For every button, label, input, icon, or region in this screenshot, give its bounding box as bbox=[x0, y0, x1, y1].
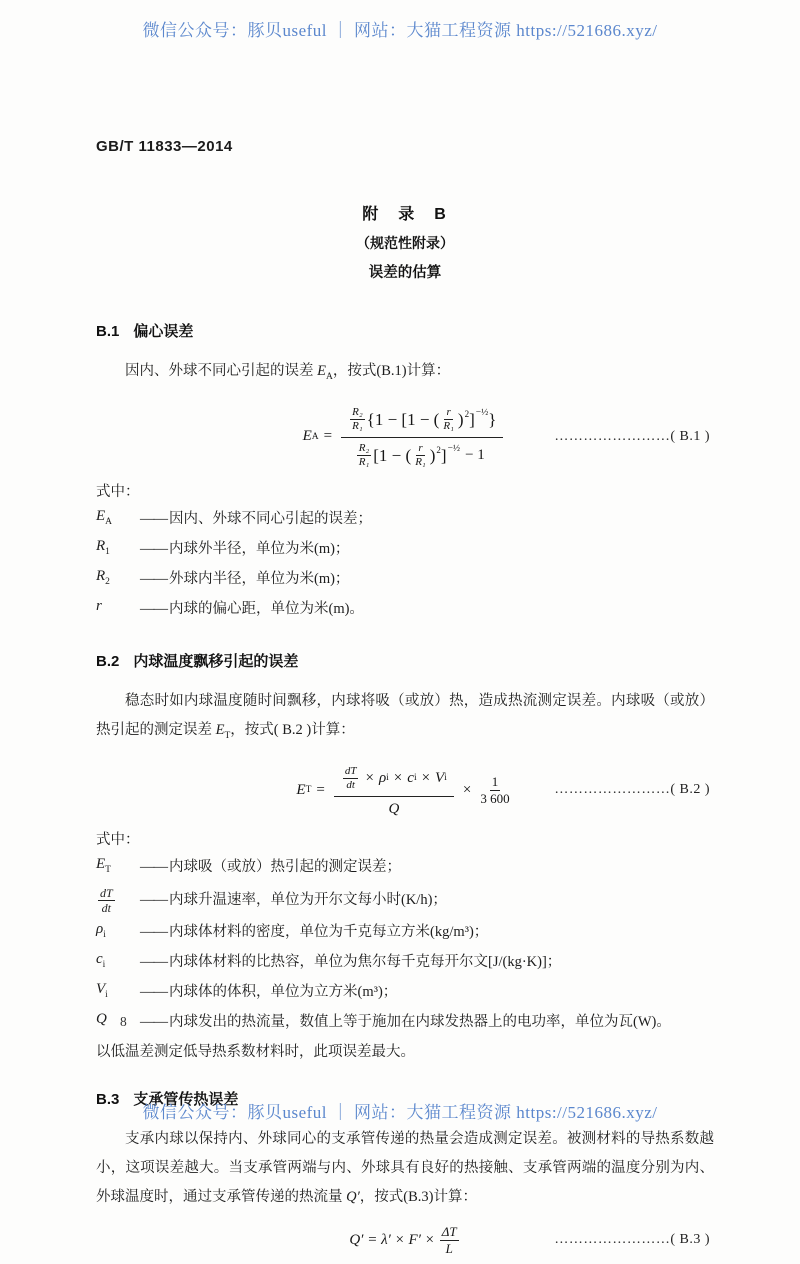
watermark-bottom: 微信公众号：豚贝useful ｜ 网站：大猫工程资源 https://521686.xyz/ bbox=[142, 1103, 658, 1122]
appendix-topic: 误差的估算 bbox=[368, 265, 442, 281]
section-b3-title: 支承管传热误差 bbox=[133, 1090, 239, 1108]
section-b2-title: 内球温度飘移引起的误差 bbox=[133, 652, 299, 670]
section-b3-number: B.3 bbox=[96, 1090, 120, 1108]
symbol-et-sub: T bbox=[224, 730, 231, 741]
b1-main-fraction: R₂ R₁ {1 − [1 − ( r R₁ ) 2 ] −½ } R₂ R₁ [1 − ( r R₁ ) 2 ] −½ − 1 bbox=[341, 404, 503, 470]
definitions-b1 bbox=[96, 505, 714, 624]
b2-main-fraction: $\frac{dT}{dt}$ × ρ i × c i × V i Q bbox=[334, 763, 454, 818]
section-b3-paragraph bbox=[96, 1125, 714, 1212]
section-b1-paragraph bbox=[96, 357, 714, 392]
section-b2-paragraph bbox=[96, 687, 714, 751]
appendix-subtitle: （规范性附录） bbox=[356, 235, 454, 251]
b2-para-text: 稳态时如内球温度随时间飘移，内球将吸（或放）热，造成热流测定误差。内球吸（或放）热引起的测定误差 bbox=[96, 692, 714, 738]
appendix-title: 附 录 B bbox=[362, 206, 448, 223]
definition-row: $\rho_i$ —— 内球体材料的密度，单位为千克每立方米(kg/m³)； bbox=[96, 920, 489, 940]
where-label-b1: 式中： bbox=[96, 483, 140, 500]
appendix-title-block bbox=[96, 201, 714, 282]
symbol-q-prime: Q′ bbox=[346, 1188, 360, 1205]
definition-row: $R_2$ —— 外球内半径，单位为米(m)； bbox=[96, 567, 350, 587]
definition-row: $R_1$ —— 内球外半径，单位为米(m)； bbox=[96, 537, 350, 557]
page-content bbox=[96, 138, 714, 1264]
section-b1-number: B.1 bbox=[96, 323, 120, 340]
equation-b1 bbox=[96, 404, 714, 470]
equation-b3-math: Q′ = λ′ × F′ × $\frac{\Delta T}{L}$ bbox=[349, 1223, 457, 1256]
equation-b1-math: E A = R₂ R₁ {1 − [1 − ( r R₁ ) 2 ] −½ } R₂ R₁ [1 − ( r R₁ ) 2 ] −½ − 1 bbox=[303, 404, 508, 470]
symbol-ea: E bbox=[317, 363, 326, 379]
definition-row: $E_T$ —— 内球吸（或放）热引起的测定误差； bbox=[96, 855, 401, 875]
b2-para-text-end: ，按式( B.2 )计算： bbox=[230, 721, 355, 738]
watermark-top: 微信公众号：豚贝useful ｜ 网站：大猫工程资源 https://521686.xyz/ bbox=[142, 21, 658, 40]
section-b2-note: 以低温差测定低导热系数材料时，此项误差最大。 bbox=[96, 1043, 415, 1060]
definition-row: r —— 内球的偏心距，单位为米(m)。 bbox=[96, 597, 364, 617]
definition-row: $V_i$ —— 内球体的体积，单位为立方米(m³)； bbox=[96, 980, 398, 1000]
b3-para-text: 支承内球以保持内、外球同心的支承管传递的热量会造成测定误差。被测材料的导热系数越小，这项误差越大。当支承管两端与内、外球具有良好的热接触、支承管两端的温度分别为内、外球温度时，通过支承管传递的热流量 bbox=[96, 1130, 714, 1205]
equation-b2 bbox=[96, 763, 714, 818]
section-b1-heading bbox=[96, 320, 714, 341]
standard-number: GB/T 11833—2014 bbox=[96, 138, 233, 155]
equation-b3-number: ……………………( B.3 ) bbox=[554, 1232, 710, 1247]
definitions-b2 bbox=[96, 853, 714, 1037]
b1-para-text: 因内、外球不同心引起的误差 bbox=[125, 363, 318, 379]
page-number: 8 bbox=[120, 1014, 127, 1029]
symbol-ea-sub: A bbox=[325, 371, 333, 382]
equation-b2-math: E T = $\frac{dT}{dt}$ × ρ i × c i × V i Q × $\frac{1}{3 600}$ bbox=[296, 764, 510, 817]
definition-row: $E_A$ —— 因内、外球不同心引起的误差； bbox=[96, 507, 372, 527]
section-b1-title: 偏心误差 bbox=[133, 323, 194, 340]
section-b2-heading bbox=[96, 650, 714, 671]
where-label-b2: 式中： bbox=[96, 831, 140, 848]
definition-row: $\frac{dT}{dt}$ —— 内球升温速率，单位为开尔文每小时(K/h)； bbox=[100, 885, 447, 915]
section-b2-number: B.2 bbox=[96, 652, 120, 670]
equation-b1-number: ……………………( B.1 ) bbox=[554, 428, 710, 444]
definition-row: $c_i$ —— 内球体材料的比热容，单位为焦尔每千克每开尔文[J/(kg·K)]； bbox=[96, 950, 562, 970]
equation-b3 bbox=[96, 1224, 714, 1256]
equation-b2-number: ……………………( B.2 ) bbox=[554, 782, 710, 798]
b3-para-text-end: ，按式(B.3)计算： bbox=[359, 1188, 477, 1205]
b1-para-text-end: ，按式(B.1)计算： bbox=[332, 363, 451, 379]
definition-row: Q —— 内球发出的热流量，数值上等于施加在内球发热器上的电功率，单位为瓦(W)。 bbox=[96, 1010, 671, 1030]
symbol-et: E bbox=[215, 721, 225, 738]
